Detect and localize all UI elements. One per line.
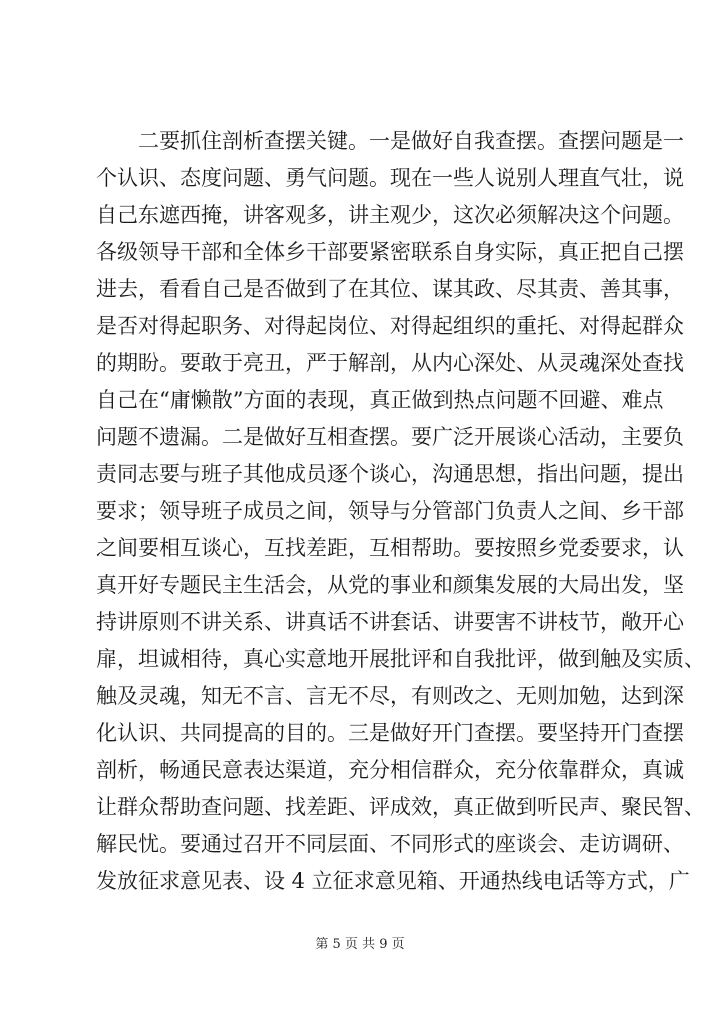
text-line: 责同志要与班子其他成员逐个谈心，沟通思想，指出问题，提出	[96, 462, 684, 486]
text-line: 持讲原则不讲关系、讲真话不讲套话、讲要害不讲枝节，敞开心	[96, 610, 684, 634]
text-line: 之间要相互谈心，互找差距，互相帮助。要按照乡党委要求，认	[96, 536, 684, 560]
text-line: 自己在“庸懒散”方面的表现，真正做到热点问题不回避、难点	[96, 388, 664, 412]
text-line: 解民忧。要通过召开不同层面、不同形式的座谈会、走访调研、	[96, 832, 684, 856]
text-line: 的期盼。要敢于亮丑，严于解剖，从内心深处、从灵魂深处查找	[96, 351, 684, 375]
text-line: 二要抓住剖析查摆关键。一是做好自我查摆。查摆问题是一	[96, 129, 684, 153]
text-line: 是否对得起职务、对得起岗位、对得起组织的重托、对得起群众	[96, 314, 684, 338]
text-line: 化认识、共同提高的目的。三是做好开门查摆。要坚持开门查摆	[96, 721, 684, 745]
text-line: 真开好专题民主生活会，从党的事业和颜集发展的大局出发，坚	[96, 573, 684, 597]
text-line: 问题不遗漏。二是做好互相查摆。要广泛开展谈心活动，主要负	[96, 425, 684, 449]
text-line: 个认识、态度问题、勇气问题。现在一些人说别人理直气壮，说	[96, 166, 684, 190]
text-line: 触及灵魂，知无不言、言无不尽，有则改之、无则加勉，达到深	[96, 684, 684, 708]
text-line: 扉，坦诚相待，真心实意地开展批评和自我批评，做到触及实质、	[96, 647, 705, 671]
text-line: 剖析，畅通民意表达渠道，充分相信群众，充分依靠群众，真诚	[96, 758, 684, 782]
page-number-footer: 第 5 页 共 9 页	[315, 937, 405, 952]
text-line: 进去，看看自己是否做到了在其位、谋其政、尽其责、善其事，	[96, 277, 684, 301]
text-line: 让群众帮助查问题、找差距、评成效，真正做到听民声、聚民智、	[96, 795, 705, 819]
text-line: 各级领导干部和全体乡干部要紧密联系自身实际，真正把自己摆	[96, 240, 684, 264]
text-line: 要求；领导班子成员之间，领导与分管部门负责人之间、乡干部	[96, 499, 684, 523]
text-line: 自己东遮西掩，讲客观多，讲主观少，这次必须解决这个问题。	[96, 203, 684, 227]
text-line: 发放征求意见表、设 4 立征求意见箱、开通热线电话等方式，广	[96, 869, 690, 893]
